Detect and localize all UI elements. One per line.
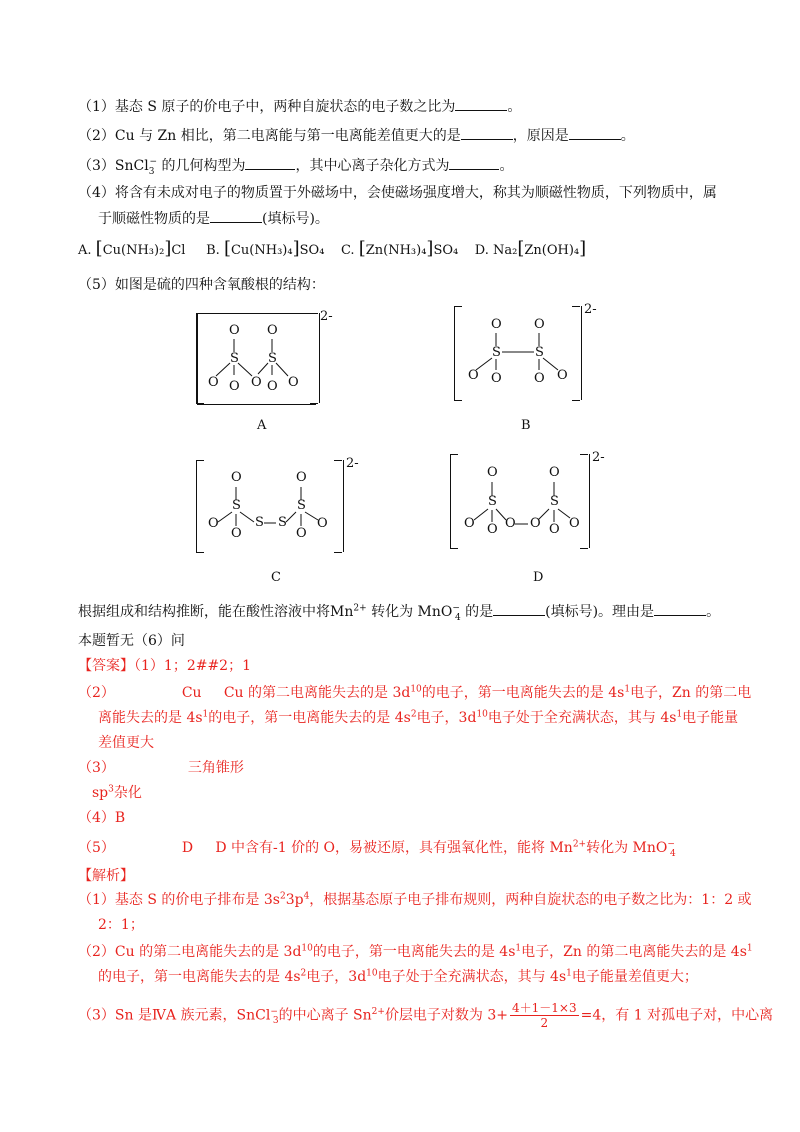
analysis-1-a: （1）基态 S 的价电子排布是 3s (78, 892, 280, 908)
atom-o: O (491, 317, 502, 332)
option-b-formula: Cu(NH₃)₄ (230, 243, 293, 258)
atom-o: O (208, 516, 219, 531)
atom-s: S (278, 515, 287, 530)
structure-b (454, 306, 580, 400)
answer-4-text: （4）B (78, 810, 126, 826)
atom-o: O (487, 522, 498, 537)
option-a-formula: Cu(NH₃)₂ (102, 243, 165, 258)
question-4-text: （4）将含有未成对电子的物质置于外磁场中，会使磁场强度增大，称其为顺磁性物质，下列物质中，属 (78, 185, 717, 201)
mno4-formula: MnO (417, 604, 453, 620)
atom-s: S (550, 494, 559, 509)
analysis-2-d: 的电子，第一电离能失去的是 4s (98, 969, 301, 985)
structure-a (196, 313, 318, 403)
sncl3-formula: SnCl (114, 158, 149, 174)
atom-o: O (464, 516, 475, 531)
atom-s: S (255, 515, 264, 530)
charge-c: 2- (346, 456, 359, 471)
analysis-3-b: 的中心离子 Sn (278, 1007, 372, 1024)
question-5 (78, 275, 325, 295)
answer-2-num: （2） (78, 685, 115, 701)
q6-text: 本题暂无（6）问 (78, 633, 185, 649)
analysis-1-line-2 (98, 915, 144, 935)
question-6-note (78, 631, 185, 651)
analysis-3-a: （3）Sn 是ⅣA 族元素， (78, 1007, 237, 1024)
charge-b: 2- (584, 302, 597, 317)
answer-2-cu: Cu (181, 685, 202, 701)
answer-2-line-2: 离能失去的是 $4s^1$的电子，第一电离能失去的是 $4s^2$电子，$3d^{10}$电子处于全充满状态，其与 $4s^1$电子能量 (98, 709, 739, 726)
atom-o: O (229, 323, 240, 338)
atom-o: O (530, 516, 541, 531)
atom-o: O (231, 526, 242, 541)
question-4-line-1 (78, 183, 717, 203)
atom-s: S (492, 345, 501, 360)
answer-2-line-3 (98, 733, 154, 753)
atom-o: O (267, 379, 278, 394)
answer-2-l2e: 电子能量 (682, 710, 739, 726)
q5-text-d: (填标号)。理由是 (545, 604, 655, 620)
analysis-2-line-2: 的电子，第一电离能失去的是 $4s^2$电子，$3d^{10}$电子处于全充满状态，其与 $4s^1$电子能量差值更大； (98, 968, 698, 985)
atom-o: O (491, 371, 502, 386)
charge-a: 2- (320, 309, 333, 324)
atom-o: O (549, 522, 560, 537)
fraction (510, 1001, 579, 1030)
answer-blank (569, 125, 621, 140)
atom-o: O (534, 317, 545, 332)
answer-3 (78, 758, 244, 778)
question-5-text: （5）如图是硫的四种含氧酸根的结构： (78, 277, 325, 293)
answer-blank (245, 155, 295, 170)
analysis-2-c: 电子，Zn 的第二电离能失去的是 4s (521, 944, 747, 960)
q5-text-b: 转化为 (371, 604, 414, 620)
answer-4 (78, 808, 125, 828)
answer-3-hyb: sp (92, 785, 109, 801)
answer-blank (654, 601, 706, 616)
answer-5-d: D (181, 840, 194, 856)
bonds-d (450, 454, 588, 548)
answer-5-text: D 中含有-1 价的 O，易被还原，具有强氧化性，能将 Mn (215, 840, 573, 856)
analysis-3-formula: SnCl (236, 1007, 271, 1024)
question-5-prompt: 根据组成和结构推断，能在酸性溶液中将$Mn^{2+}$ 转化为 MnO−$_4$ 的是 (填标号)。理由是 。 (78, 601, 720, 622)
answer-3-num: （3） (78, 760, 115, 776)
label-c: C (271, 570, 281, 585)
atom-o: O (487, 465, 498, 480)
question-4-tail: (填标号)。 (262, 211, 329, 227)
analysis-tag-text: 【解析】 (78, 868, 134, 884)
question-3-text-2: ，其中心离子杂化方式为 (295, 158, 450, 174)
analysis-2-a: （2）Cu 的第二电离能失去的是 3d (78, 944, 302, 960)
atom-s: S (232, 498, 241, 513)
analysis-3-c: 价层电子对数为 3+ (384, 1007, 509, 1024)
q5-text-a: 根据组成和结构推断，能在酸性溶液中将Mn (78, 604, 354, 620)
label-a: A (257, 418, 267, 433)
atom-o: O (208, 375, 219, 390)
option-b-tail: SO₄ (299, 243, 325, 258)
structure-d (450, 454, 588, 548)
answer-blank (455, 96, 507, 111)
fraction-numerator: 4＋1－1×3 (512, 1001, 577, 1015)
period: 。 (620, 128, 635, 144)
analysis-1-line-1: （1）基态 S 的价电子排布是 $3s^23p^4$，根据基态原子电子排布规则，两种自旋状态的电子数之比为：1：2 或 (78, 891, 752, 908)
answer-5-num: （5） (78, 840, 115, 856)
atom-o: O (505, 516, 516, 531)
option-a-tail: Cl (171, 243, 186, 258)
atom-o: O (267, 323, 278, 338)
atom-o: O (288, 375, 299, 390)
analysis-1-d: 2：1； (98, 917, 144, 933)
analysis-tag (78, 866, 134, 886)
answer-2-l2b: 的电子，第一电离能失去的是 4s (208, 710, 411, 726)
analysis-1-c: ，根据基态原子电子排布规则，两种自旋状态的电子数之比为：1：2 或 (309, 892, 752, 908)
answer-blank (210, 208, 262, 223)
answer-5-text2: 转化为 MnO (586, 840, 668, 856)
answer-2-l2c: 电子，3d (416, 710, 477, 726)
answer-2-l2: 离能失去的是 4s (98, 710, 203, 726)
answer-2-l1c: 电子，Zn 的第二电 (630, 685, 752, 701)
period: 。 (499, 158, 514, 174)
analysis-2-e: 电子，3d (306, 969, 367, 985)
question-4-text-2: 于顺磁性物质的是 (98, 211, 210, 227)
atom-o: O (549, 465, 560, 480)
q5-text-c: 的是 (465, 604, 494, 620)
atom-o: O (231, 470, 242, 485)
answer-3-hyb-tail: 杂化 (113, 785, 142, 801)
option-c-formula: Zn(NH₃)₄ (365, 243, 427, 258)
atom-s: S (268, 351, 277, 366)
atom-o: O (557, 368, 568, 383)
option-d-label: D. (474, 243, 489, 258)
answer-3-hybrid: $sp^3$杂化 (92, 784, 142, 801)
answer-blank (461, 125, 513, 140)
answer-blank (449, 155, 499, 170)
answer-1 (78, 656, 251, 676)
answer-2-l1: Cu 的第二电离能失去的是 3d (223, 685, 411, 701)
analysis-2-line-1: （2）Cu 的第二电离能失去的是 $3d^{10}$的电子，第一电离能失去的是 $4s^1$电子，Zn 的第二电离能失去的是 $4s^1$ (78, 943, 753, 960)
atom-o: O (251, 375, 262, 390)
answer-2-l3: 差值更大 (98, 735, 154, 751)
analysis-2-b: 的电子，第一电离能失去的是 4s (312, 944, 516, 960)
question-3-text: 的几何构型为 (161, 158, 246, 174)
atom-o: O (296, 470, 307, 485)
answer-2-line-1: （2） Cu Cu 的第二电离能失去的是 $3d^{10}$的电子，第一电离能失去的是 $4s^1$电子，Zn 的第二电 (78, 684, 752, 701)
answer-1-text: （1）1；2##2；1 (134, 658, 251, 674)
label-d: D (533, 570, 544, 585)
question-2-text: （2）Cu 与 Zn 相比，第二电离能与第一电离能差值更大的是 (78, 128, 461, 144)
analysis-3-d: =4，有 1 对孤电子对，中心离 (580, 1007, 774, 1024)
bonds-c (196, 460, 342, 552)
option-d-formula: Zn(OH)₄ (524, 243, 580, 258)
option-c-label: C. (340, 243, 355, 258)
charge-d: 2- (592, 450, 605, 465)
atom-s: S (297, 498, 306, 513)
question-4-line-2 (98, 208, 329, 229)
question-1-text: （1）基态 S 原子的价电子中，两种自旋状态的电子数之比为 (78, 99, 456, 115)
atom-o: O (569, 516, 580, 531)
answer-blank (493, 601, 545, 616)
structure-c (196, 460, 342, 552)
analysis-3-line-1: （3）Sn 是ⅣA 族元素，SnCl−$_3$的中心离子 $Sn^{2+}$价层电子对数为 3+ $\frac{4+1-1\times 3}{2}$ =4，有 1 对孤电子对，中心离 (78, 1001, 774, 1030)
question-2 (78, 125, 635, 146)
answer-2-l1b: 的电子，第一电离能失去的是 4s (421, 685, 625, 701)
atom-o: O (229, 379, 240, 394)
period: 。 (507, 99, 522, 115)
answer-tag: 【答案】 (78, 658, 134, 674)
question-2-reason: ，原因是 (512, 128, 569, 144)
option-d-prefix: Na₂ (493, 243, 518, 258)
question-1 (78, 96, 521, 117)
atom-s: S (488, 494, 497, 509)
answer-2-l2d: 电子处于全充满状态，其与 4s (487, 710, 677, 726)
option-a-label: A. (78, 243, 92, 258)
answer-3-shape: 三角锥形 (187, 760, 244, 776)
atom-o: O (468, 368, 479, 383)
atom-o: O (534, 371, 545, 386)
analysis-2-g: 电子能量差值更大； (571, 969, 698, 985)
atom-o: O (296, 526, 307, 541)
options-row: A. [Cu(NH₃)₂]Cl B. [Cu(NH₃)₄]SO₄ C. [Zn(NH₃)₄]SO₄ D. Na₂[Zn(OH)₄] (78, 238, 587, 259)
option-b-label: B. (206, 243, 220, 258)
atom-s: S (230, 351, 239, 366)
atom-s: S (535, 345, 544, 360)
period: 。 (706, 604, 721, 620)
atom-o: O (317, 516, 328, 531)
question-3-num: （3） (78, 158, 115, 174)
fraction-denominator: 2 (540, 1016, 549, 1030)
analysis-2-f: 电子处于全充满状态，其与 4s (377, 969, 567, 985)
label-b: B (521, 418, 531, 433)
answer-5: （5） D D 中含有-1 价的 O，易被还原，具有强氧化性，能将 $Mn^{2+}$转化为 MnO−$_4$ (78, 839, 676, 859)
analysis-1-b: 3p (285, 892, 304, 908)
question-3: （3）SnCl$_3$− 的几何构型为 ，其中心离子杂化方式为 。 (78, 155, 513, 176)
option-c-tail: SO₄ (433, 243, 459, 258)
bonds-b (454, 306, 580, 400)
